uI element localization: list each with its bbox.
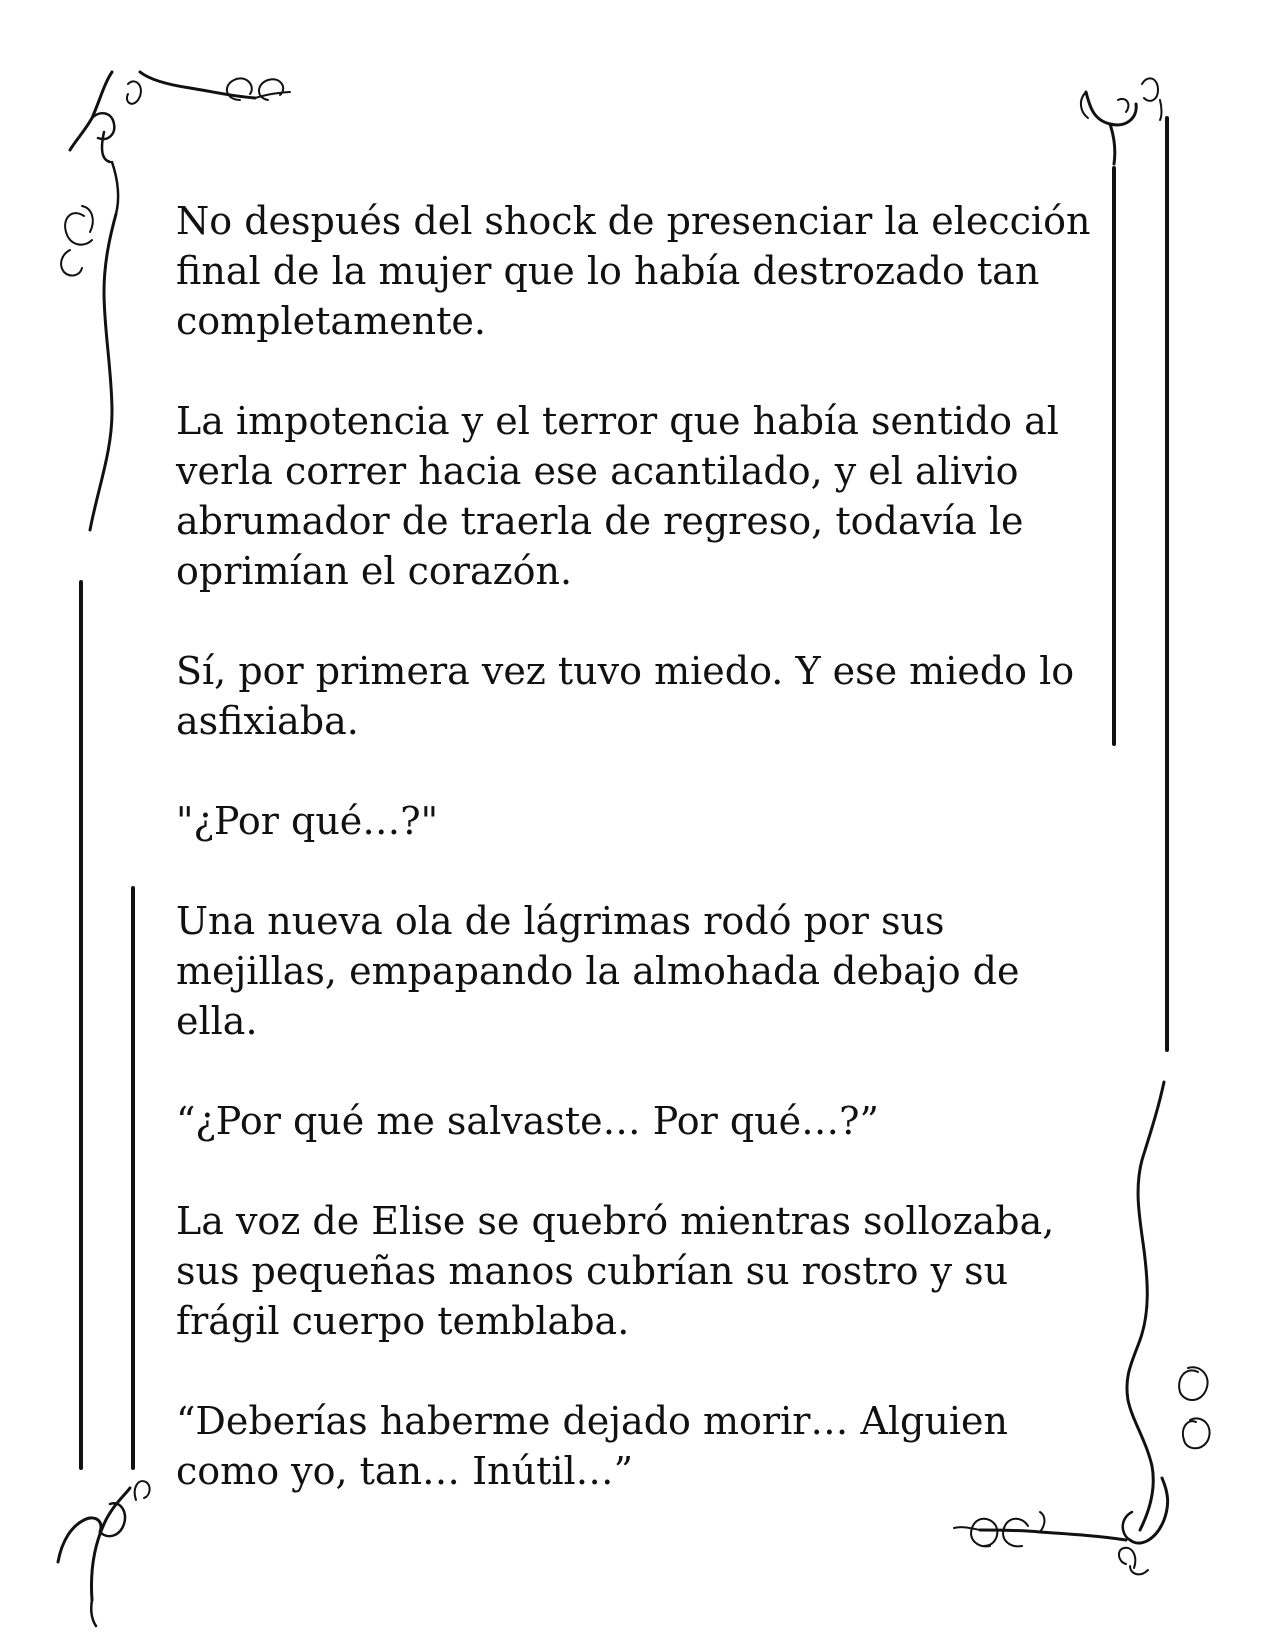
flourish-top-right-icon [1081,78,1162,164]
story-text [176,196,1096,1546]
paragraph-8: “Deberías haberme dejado morir… Alguien como yo, tan… Inútil…” [176,1399,1008,1493]
paragraph-5: Una nueva ola de lágrimas rodó por sus mejillas, empapando la almohada debajo de ella. [176,899,1020,1043]
paragraph-4: "¿Por qué…?" [176,799,439,843]
paragraph-1: No después del shock de presenciar la elección final de la mujer que lo había destrozado tan completamente. [176,199,1091,343]
flourish-bottom-left-icon [58,1481,150,1626]
paragraph-7: La voz de Elise se quebró mientras sollozaba, sus pequeñas manos cubrían su rostro y su frágil cuerpo temblaba. [176,1199,1055,1343]
paragraph-2: La impotencia y el terror que había sentido al verla correr hacia ese acantilado, y el alivio abrumador de traerla de regreso, todavía le oprimían el corazón. [176,399,1059,593]
paragraph-3: Sí, por primera vez tuvo miedo. Y ese miedo lo asfixiaba. [176,649,1075,743]
paragraph-6: “¿Por qué me salvaste… Por qué…?” [176,1099,879,1143]
